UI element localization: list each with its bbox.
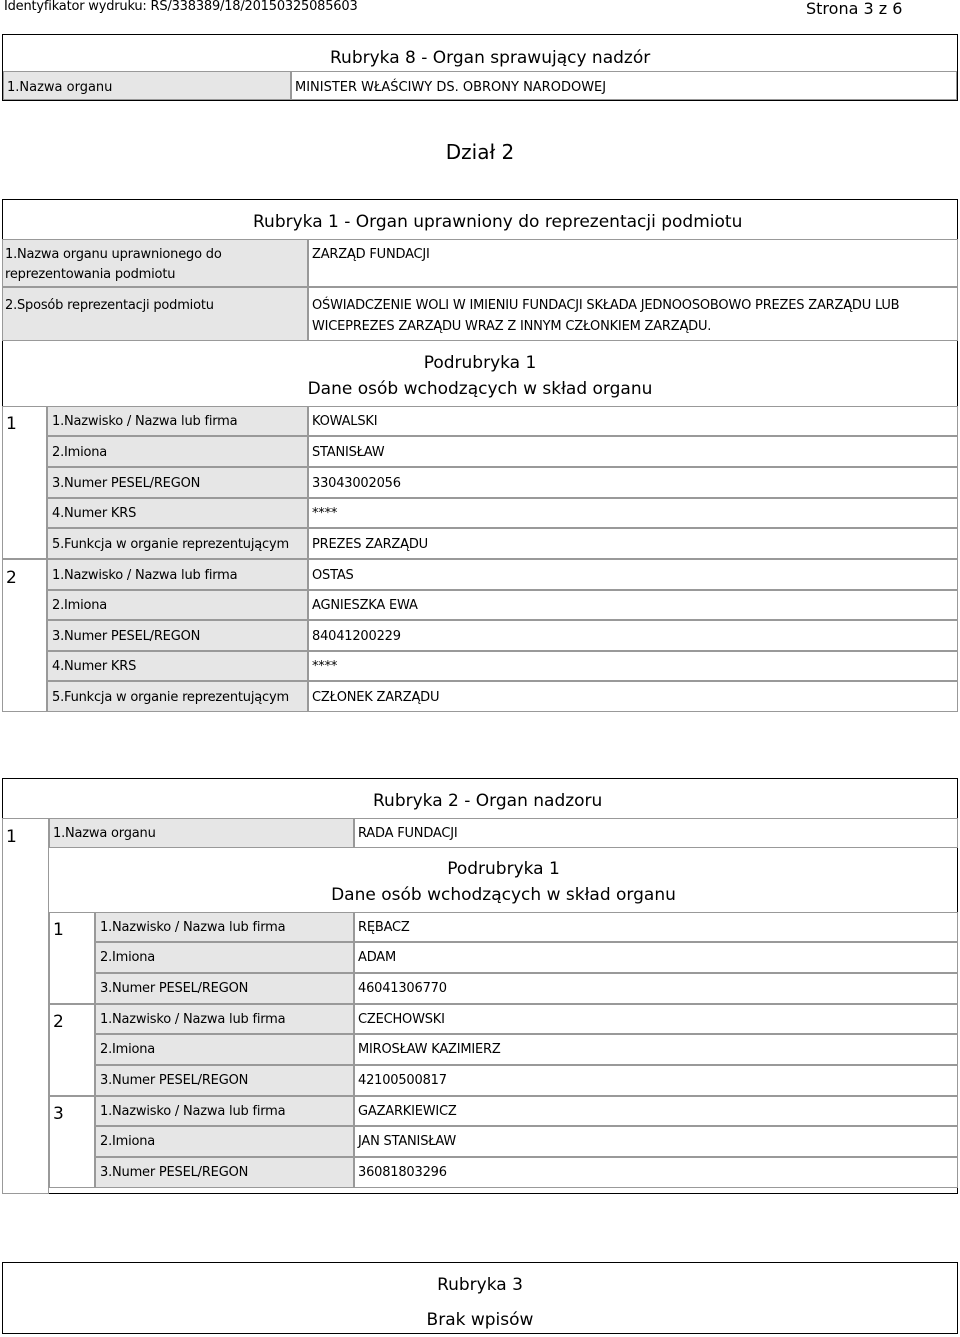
podrubryka-subtitle: Dane osób wchodzących w skład organu — [331, 885, 676, 905]
krs-value: **** — [312, 506, 338, 521]
organ-label-line2: reprezentowania podmiotu — [5, 267, 176, 282]
surname-label: 1.Nazwisko / Nazwa lub firma — [52, 568, 238, 583]
surname-value: RĘBACZ — [358, 920, 410, 935]
sposob-label-cell — [2, 287, 308, 341]
first-names-label: 2.Imiona — [52, 445, 108, 460]
value-cell — [308, 406, 958, 436]
pesel-value: 42100500817 — [358, 1073, 447, 1088]
member-number: 3 — [53, 1104, 64, 1124]
function-value: PREZES ZARZĄDU — [312, 537, 428, 552]
surname-label: 1.Nazwisko / Nazwa lub firma — [52, 414, 238, 429]
surname-value: CZECHOWSKI — [358, 1012, 445, 1027]
organ-label-line1: 1.Nazwa organu uprawnionego do — [5, 247, 222, 262]
rubryka-8-title: Rubryka 8 - Organ sprawujący nadzór — [330, 48, 651, 68]
value-cell — [308, 498, 958, 528]
krs-label: 4.Numer KRS — [52, 506, 137, 521]
surname-label: 1.Nazwisko / Nazwa lub firma — [100, 1012, 286, 1027]
rubryka-8-section — [2, 34, 958, 101]
first-names-value: ADAM — [358, 950, 396, 965]
pesel-label: 3.Numer PESEL/REGON — [100, 1073, 249, 1088]
function-label: 5.Funkcja w organie reprezentującym — [52, 690, 289, 705]
surname-label: 1.Nazwisko / Nazwa lub firma — [100, 920, 286, 935]
value-cell — [308, 651, 958, 681]
podrubryka-title: Podrubryka 1 — [423, 353, 537, 373]
pesel-label: 3.Numer PESEL/REGON — [52, 629, 201, 644]
first-names-value: AGNIESZKA EWA — [312, 598, 418, 613]
person-number: 1 — [6, 414, 17, 434]
first-names-label: 2.Imiona — [100, 950, 156, 965]
organ-number: 1 — [6, 827, 17, 847]
rubryka-2-title: Rubryka 2 - Organ nadzoru — [373, 791, 603, 811]
pesel-value: 36081803296 — [358, 1165, 447, 1180]
section-title: Dział 2 — [445, 140, 515, 164]
surname-label: 1.Nazwisko / Nazwa lub firma — [100, 1104, 286, 1119]
pesel-value: 46041306770 — [358, 981, 447, 996]
organ-name-value: RADA FUNDACJI — [358, 826, 458, 841]
function-value: CZŁONEK ZARZĄDU — [312, 690, 440, 705]
pesel-label: 3.Numer PESEL/REGON — [52, 476, 201, 491]
podrubryka-title: Podrubryka 1 — [447, 859, 560, 879]
first-names-label: 2.Imiona — [52, 598, 108, 613]
value-cell — [308, 436, 958, 467]
first-names-value: STANISŁAW — [312, 445, 385, 460]
podrubryka-subtitle: Dane osób wchodzących w skład organu — [307, 379, 653, 399]
print-id: Identyfikator wydruku: RS/338389/18/20150325085603 — [4, 0, 358, 14]
surname-value: KOWALSKI — [312, 414, 378, 429]
sposob-value-line1: OŚWIADCZENIE WOLI W IMIENIU FUNDACJI SKŁADA JEDNOOSOBOWO PREZES ZARZĄDU LUB — [312, 298, 900, 313]
organ-name-label: 1.Nazwa organu — [53, 826, 156, 841]
pesel-label: 3.Numer PESEL/REGON — [100, 1165, 249, 1180]
member-number: 2 — [53, 1012, 64, 1032]
organ-name-value: MINISTER WŁAŚCIWY DS. OBRONY NARODOWEJ — [295, 80, 607, 95]
pesel-label: 3.Numer PESEL/REGON — [100, 981, 249, 996]
rubryka-3-title: Rubryka 3 — [437, 1275, 523, 1295]
first-names-value: JAN STANISŁAW — [358, 1134, 456, 1149]
first-names-label: 2.Imiona — [100, 1042, 156, 1057]
organ-value: ZARZĄD FUNDACJI — [312, 247, 430, 262]
member-number: 1 — [53, 920, 64, 940]
function-label: 5.Funkcja w organie reprezentującym — [52, 537, 289, 552]
value-cell — [354, 912, 958, 942]
page-number: Strona 3 z 6 — [806, 0, 903, 18]
value-cell — [354, 942, 958, 973]
organ-name-label: 1.Nazwa organu — [7, 80, 113, 95]
sposob-value-line2: WICEPREZES ZARZĄDU WRAZ Z INNYM CZŁONKIEM ZARZĄDU. — [312, 319, 712, 334]
sposob-label: 2.Sposób reprezentacji podmiotu — [5, 298, 214, 313]
pesel-value: 33043002056 — [312, 476, 401, 491]
surname-value: GAZARKIEWICZ — [358, 1104, 457, 1119]
surname-value: OSTAS — [312, 568, 354, 583]
rubryka-1-title: Rubryka 1 - Organ uprawniony do reprezentacji podmiotu — [253, 212, 743, 232]
krs-label: 4.Numer KRS — [52, 659, 137, 674]
organ-number-cell — [2, 818, 49, 1194]
krs-value: **** — [312, 659, 338, 674]
person-number: 2 — [6, 568, 17, 588]
first-names-value: MIROSŁAW KAZIMIERZ — [358, 1042, 501, 1057]
value-cell — [308, 559, 958, 590]
value-cell — [308, 620, 958, 651]
value-cell — [308, 467, 958, 498]
pesel-value: 84041200229 — [312, 629, 401, 644]
no-entries-text: Brak wpisów — [426, 1310, 534, 1330]
first-names-label: 2.Imiona — [100, 1134, 156, 1149]
